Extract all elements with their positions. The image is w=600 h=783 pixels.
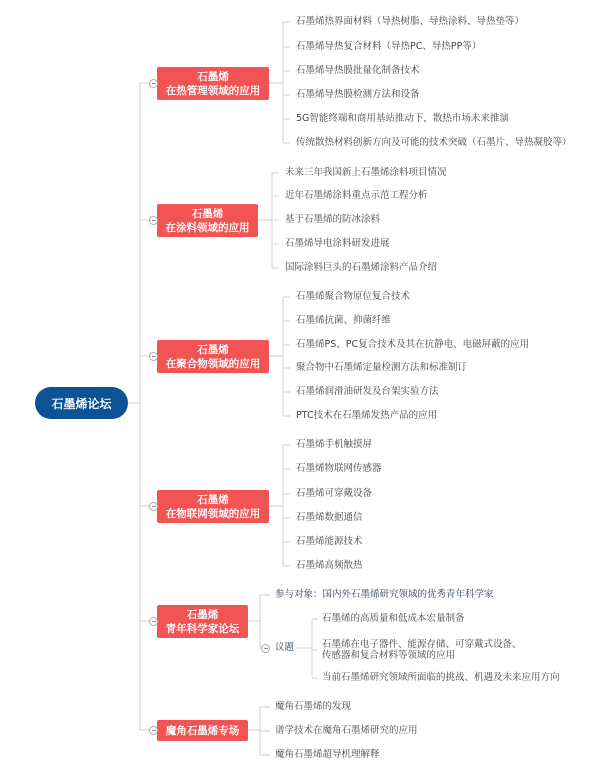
- branch-coatings[interactable]: [157, 204, 258, 237]
- branch-young-scientists[interactable]: [157, 605, 248, 638]
- branch-subtitle: 在热管理领域的应用: [165, 84, 261, 97]
- leaf-node[interactable]: 石墨烯可穿戴设备: [296, 488, 373, 499]
- leaf-node[interactable]: 当前石墨烯研究领域所面临的挑战、机遇及未来应用方向: [322, 672, 560, 683]
- topics-node[interactable]: 议题: [275, 642, 295, 653]
- leaf-node-line1[interactable]: 石墨烯在电子器件、能源存储、可穿戴式设备、: [322, 639, 522, 650]
- leaf-node[interactable]: 石墨烯导热复合材料（导热PC、导热PP等）: [296, 41, 482, 52]
- leaf-node[interactable]: 魔角石墨烯的发现: [275, 701, 352, 712]
- leaf-node[interactable]: 石墨烯导热膜检测方法和设备: [296, 89, 420, 100]
- leaf-node[interactable]: 石墨烯高频散热: [296, 560, 363, 571]
- leaf-node[interactable]: 石墨烯手机触摸屏: [296, 439, 373, 450]
- leaf-node[interactable]: 石墨烯的高质量和低成本宏量制备: [322, 613, 465, 624]
- leaf-node-line2[interactable]: 传感器和复合材料等领域的应用: [322, 650, 456, 661]
- collapse-toggle-icon[interactable]: [149, 79, 158, 88]
- branch-title: 魔角石墨烯专场: [165, 724, 240, 737]
- branch-subtitle: 青年科学家论坛: [165, 622, 240, 635]
- branch-title: 石墨烯: [197, 70, 229, 83]
- branch-subtitle: 在物联网领域的应用: [165, 507, 261, 520]
- participants-node[interactable]: 参与对象：国内外石墨烯研究领域的优秀青年科学家: [275, 589, 494, 600]
- collapse-toggle-icon[interactable]: [149, 216, 158, 225]
- leaf-node[interactable]: 谱学技术在魔角石墨烯研究的应用: [275, 725, 418, 736]
- branch-title: 石墨烯: [186, 608, 219, 621]
- collapse-toggle-icon[interactable]: [261, 644, 270, 653]
- root-node[interactable]: 石墨烯论坛: [35, 387, 128, 419]
- leaf-node[interactable]: 国际涂料巨头的石墨烯涂料产品介绍: [285, 262, 438, 273]
- branch-magic-angle[interactable]: [157, 720, 248, 741]
- branch-title: 石墨烯: [197, 343, 229, 356]
- leaf-node[interactable]: 基于石墨烯的防冰涂料: [285, 214, 381, 225]
- leaf-node[interactable]: 传统散热材料创新方向及可能的技术突破（石墨片、导热凝胶等）: [296, 137, 572, 148]
- leaf-node[interactable]: 石墨烯抗菌、抑菌纤维: [296, 315, 392, 326]
- branch-polymers[interactable]: [157, 340, 269, 373]
- leaf-node[interactable]: 石墨烯能源技术: [296, 536, 363, 547]
- leaf-node[interactable]: 魔角石墨烯超导机理解释: [275, 749, 380, 760]
- leaf-node[interactable]: 未来三年我国新上石墨烯涂料项目情况: [285, 167, 447, 178]
- branch-title: 石墨烯: [191, 207, 224, 220]
- leaf-node[interactable]: 石墨烯润滑油研发及台架实验方法: [296, 386, 439, 397]
- collapse-toggle-icon[interactable]: [149, 502, 158, 511]
- branch-title: 石墨烯: [197, 493, 229, 506]
- collapse-toggle-icon[interactable]: [149, 617, 158, 626]
- branch-subtitle: 在涂料领域的应用: [165, 221, 250, 234]
- leaf-node[interactable]: 石墨烯PS、PC复合技术及其在抗静电、电磁屏蔽的应用: [296, 339, 530, 350]
- leaf-node[interactable]: 石墨烯数据通信: [296, 512, 363, 523]
- collapse-toggle-icon[interactable]: [149, 726, 158, 735]
- leaf-node[interactable]: 石墨烯热界面材料（导热树脂、导热涂料、导热垫等）: [296, 16, 525, 27]
- branch-subtitle: 在聚合物领域的应用: [165, 357, 261, 370]
- leaf-node[interactable]: 石墨烯聚合物原位复合技术: [296, 291, 411, 302]
- collapse-toggle-icon[interactable]: [149, 352, 158, 361]
- leaf-node[interactable]: 石墨烯物联网传感器: [296, 463, 382, 474]
- leaf-node[interactable]: 石墨烯导电涂料研发进展: [285, 238, 390, 249]
- leaf-node[interactable]: 石墨烯导热膜批量化制备技术: [296, 65, 420, 76]
- leaf-node[interactable]: PTC技术在石墨烯发热产品的应用: [296, 410, 438, 421]
- leaf-node[interactable]: 近年石墨烯涂料重点示范工程分析: [285, 190, 428, 201]
- branch-iot[interactable]: [157, 490, 269, 523]
- leaf-node[interactable]: 5G智能终端和商用基站推动下，散热市场未来推演: [296, 113, 509, 124]
- branch-thermal-management[interactable]: [157, 67, 269, 100]
- leaf-node[interactable]: 聚合物中石墨烯定量检测方法和标准制订: [296, 362, 468, 373]
